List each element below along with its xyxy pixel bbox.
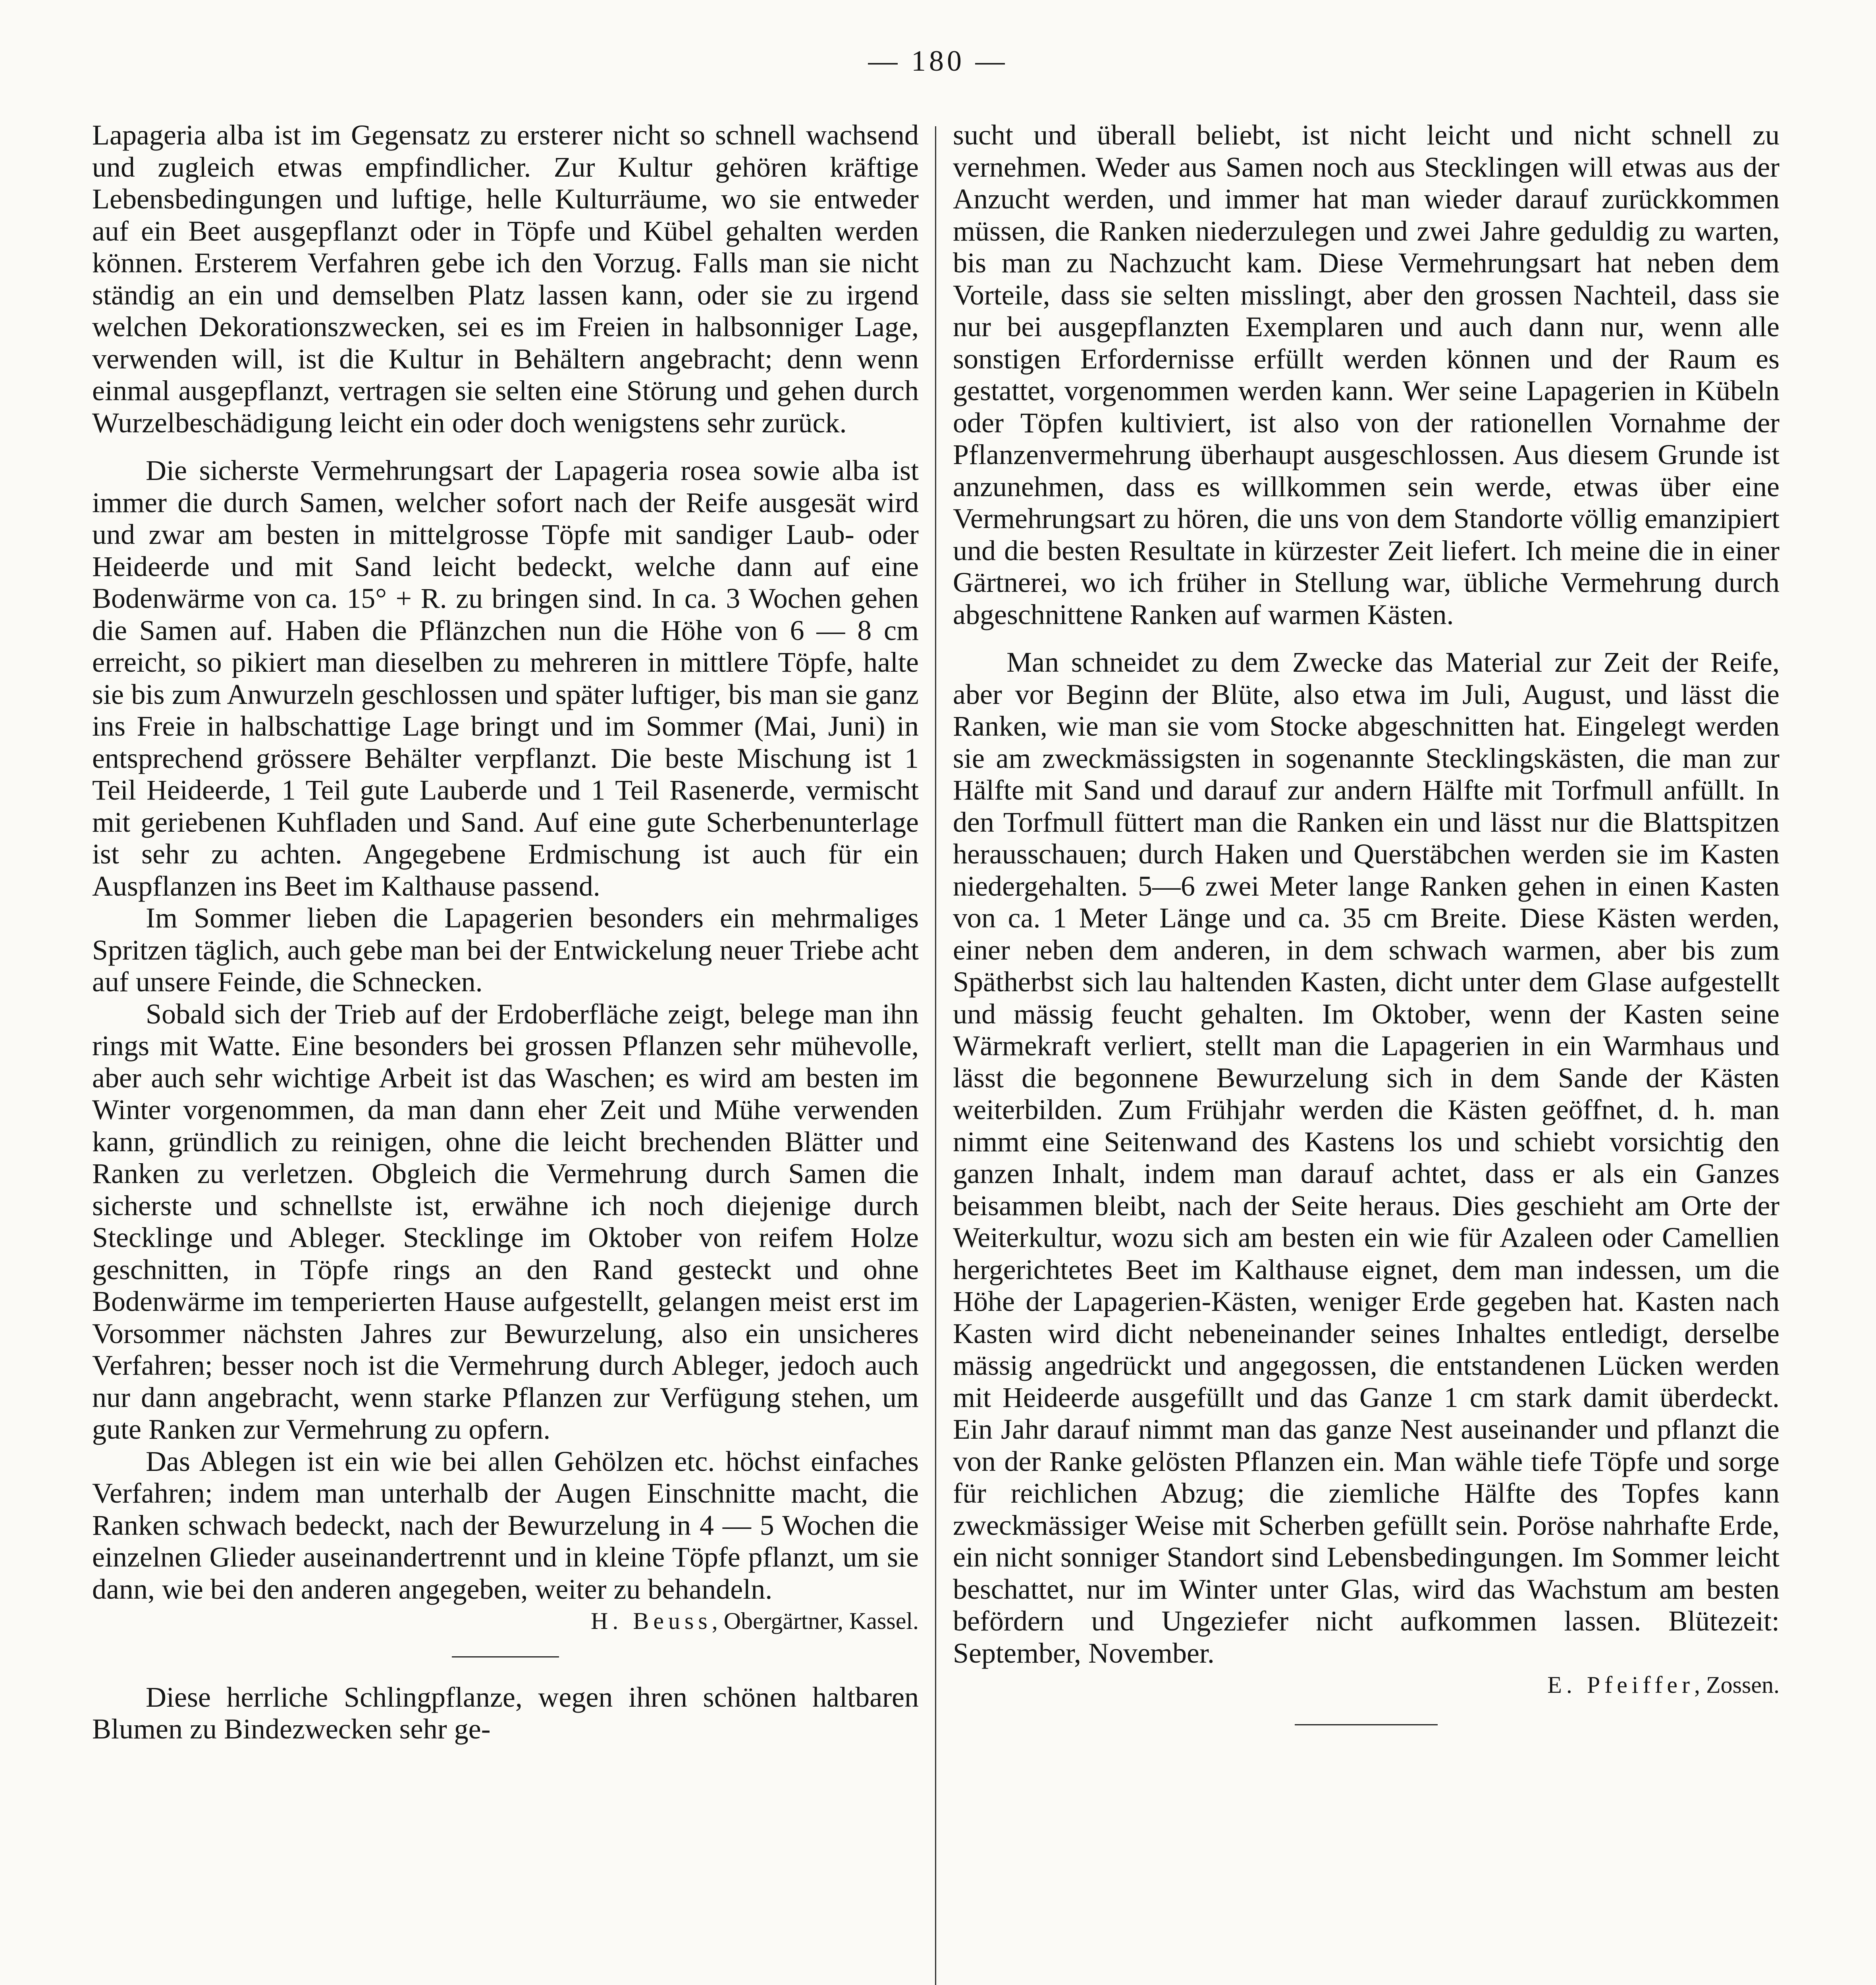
paragraph: Diese herrliche Schlingpflanze, wegen ihren schönen haltbaren Blumen zu Bindezwecken sehr ge- <box>92 1681 919 1745</box>
author-signature <box>92 1605 919 1637</box>
section-rule <box>1295 1724 1438 1725</box>
left-column <box>92 119 919 1985</box>
author-title: , Obergärtner, Kassel. <box>711 1608 919 1634</box>
author-signature <box>953 1669 1780 1701</box>
paragraph: Man schneidet zu dem Zwecke das Material zur Zeit der Reife, aber vor Beginn der Blüte, also etwa im Juli, August, und lässt die Ranken, wie man sie vom Stocke abgeschnitten hat. Eingelegt werden sie am zweckmässigsten in sogenannte Stecklingskästen, die man zur Hälfte mit Sand und darauf zur andern Hälfte mit Torfmull anfüllt. In den Torfmull füttert man die Ranken ein und lässt nur die Blattspitzen herausschauen; durch Haken und Querstäbchen werden sie im Kasten niedergehalten. 5—6 zwei Meter lange Ranken gehen in einen Kasten von ca. 1 Meter Länge und ca. 35 cm Breite. Diese Kästen werden, einer neben dem anderen, in dem schwach warmen, aber bis zum Spätherbst sich lau haltenden Kasten, dicht unter dem Glase aufgestellt und mässig feucht gehalten. Im Oktober, wenn der Kasten seine Wärmekraft verliert, stellt man die Lapagerien in ein Warmhaus und lässt die begonnene Bewurzelung sich in dem Sande der Kästen weiterbilden. Zum Frühjahr werden die Kästen geöffnet, d. h. man nimmt eine Seitenwand des Kastens los und schiebt vorsichtig den ganzen Inhalt, indem man darauf achtet, dass er als ein Ganzes beisammen bleibt, nach der Seite heraus. Dies geschieht am Orte der Weiterkultur, wozu sich am besten ein wie für Azaleen oder Camellien hergerichtetes Beet im Kalthause eignet, dem man indessen, um die Höhe der Lapagerien-Kästen, weniger Erde gegeben hat. Kasten nach Kasten wird dicht nebeneinander seines Inhaltes entledigt, derselbe mässig angedrückt und angegossen, die entstandenen Lücken werden mit Heideerde ausgefüllt und das Ganze 1 cm stark damit überdeckt. Ein Jahr darauf nimmt man das ganze Nest auseinander und pflanzt die von der Ranke gelösten Pflanzen ein. Man wähle tiefe Töpfe und sorge für reichlichen Abzug; die ziemliche Hälfte des Topfes kann zweckmässiger Weise mit Scherben gefüllt sein. Poröse nahrhafte Erde, ein nicht sonniger Standort sind Lebensbedingungen. Im Sommer leicht beschattet, nur im Winter unter Glas, wird das Wachstum am besten befördern und Ungeziefer nicht aufkommen lassen. Blütezeit: September, November. <box>953 646 1780 1669</box>
section-rule <box>452 1656 559 1657</box>
author-name: E. Pfeiffer <box>1547 1672 1695 1698</box>
paragraph: Das Ablegen ist ein wie bei allen Gehölzen etc. höchst einfaches Verfahren; indem man unterhalb der Augen Einschnitte macht, die Ranken schwach bedeckt, nach der Bewurzelung in 4 — 5 Wochen die einzelnen Glieder auseinandertrennt und in kleine Töpfe pflanzt, um sie dann, wie bei den anderen angegeben, weiter zu behandeln. <box>92 1445 919 1605</box>
author-name: H. Beuss <box>591 1608 712 1634</box>
page-number: — 180 — <box>868 45 1008 77</box>
right-column <box>953 119 1780 1985</box>
paragraph: Im Sommer lieben die Lapagerien besonders ein mehrmaliges Spritzen täglich, auch gebe man bei der Entwickelung neuer Triebe acht auf unsere Feinde, die Schnecken. <box>92 902 919 998</box>
author-location: , Zossen. <box>1694 1672 1780 1698</box>
paragraph: sucht und überall beliebt, ist nicht leicht und nicht schnell zu vernehmen. Weder aus Samen noch aus Stecklingen will etwas aus der Anzucht werden, und immer hat man wieder darauf zurückkommen müssen, die Ranken niederzulegen und zwei Jahre geduldig zu warten, bis man zu Nachzucht kam. Diese Vermehrungsart hat neben dem Vorteile, dass sie selten misslingt, aber den grossen Nachteil, dass sie nur bei ausgepflanzten Exemplaren und auch dann nur, wenn alle sonstigen Erfordernisse erfüllt werden können und der Raum es gestattet, vorgenommen werden kann. Wer seine Lapagerien in Kübeln oder Töpfen kultiviert, ist also von der rationellen Vornahme der Pflanzenvermehrung überhaupt ausgeschlossen. Aus diesem Grunde ist anzunehmen, dass es willkommen sein werde, etwas über eine Vermehrungsart zu hören, die uns von dem Standorte völlig emanzipiert und die besten Resultate in kürzester Zeit liefert. Ich meine die in einer Gärtnerei, wo ich früher in Stellung war, übliche Vermehrung durch abgeschnittene Ranken auf warmen Kästen. <box>953 119 1780 630</box>
paragraph: Die sicherste Vermehrungsart der Lapageria rosea sowie alba ist immer die durch Samen, welcher sofort nach der Reife ausgesät wird und zwar am besten in mittelgrosse Töpfe mit sandiger Laub- oder Heideerde und mit Sand leicht bedeckt, welche dann auf eine Bodenwärme von ca. 15° + R. zu bringen sind. In ca. 3 Wochen gehen die Samen auf. Haben die Pflänzchen nun die Höhe von 6 — 8 cm erreicht, so pikiert man dieselben zu mehreren in mittlere Töpfe, halte sie bis zum Anwurzeln geschlossen und später luftiger, bis man sie ganz ins Freie in halbschattige Lage bringt und im Sommer (Mai, Juni) in entsprechend grössere Behälter verpflanzt. Die beste Mischung ist 1 Teil Heideerde, 1 Teil gute Lauberde und 1 Teil Rasenerde, vermischt mit geriebenen Kuhfladen und Sand. Auf eine gute Scherbenunterlage ist sehr zu achten. Angegebene Erdmischung ist auch für ein Auspflanzen ins Beet im Kalthause passend. <box>92 455 919 902</box>
column-divider <box>935 126 936 1985</box>
paragraph: Lapageria alba ist im Gegensatz zu ersterer nicht so schnell wachsend und zugleich etwas empfindlicher. Zur Kultur gehören kräftige Lebensbedingungen und luftige, helle Kulturräume, wo sie entweder auf ein Beet ausgepflanzt oder in Töpfe und Kübel gehalten werden können. Ersterem Verfahren gebe ich den Vorzug. Falls man sie nicht ständig an ein und demselben Platz lassen kann, oder sie zu irgend welchen Dekorationszwecken, sei es im Freien in halbsonniger Lage, verwenden will, ist die Kultur in Behältern angebracht; denn wenn einmal ausgepflanzt, vertragen sie selten eine Störung und gehen durch Wurzelbeschädigung leicht ein oder doch wenigstens sehr zurück. <box>92 119 919 439</box>
paragraph: Sobald sich der Trieb auf der Erdoberfläche zeigt, belege man ihn rings mit Watte. Eine besonders bei grossen Pflanzen sehr mühevolle, aber auch sehr wichtige Arbeit ist das Waschen; es wird am besten im Winter vorgenommen, da man dann eher Zeit und Mühe verwenden kann, gründlich zu reinigen, ohne die leicht brechenden Blätter und Ranken zu verletzen. Obgleich die Vermehrung durch Samen die sicherste und schnellste ist, erwähne ich noch diejenige durch Stecklinge und Ableger. Stecklinge im Oktober von reifem Holze geschnitten, in Töpfe rings an den Rand gesteckt und ohne Bodenwärme im temperierten Hause aufgestellt, gelangen meist erst im Vorsommer nächsten Jahres zur Bewurzelung, also ein unsicheres Verfahren; besser noch ist die Vermehrung durch Ableger, jedoch auch nur dann angebracht, wenn starke Pflanzen zur Verfügung stehen, um gute Ranken zur Vermehrung zu opfern. <box>92 998 919 1445</box>
